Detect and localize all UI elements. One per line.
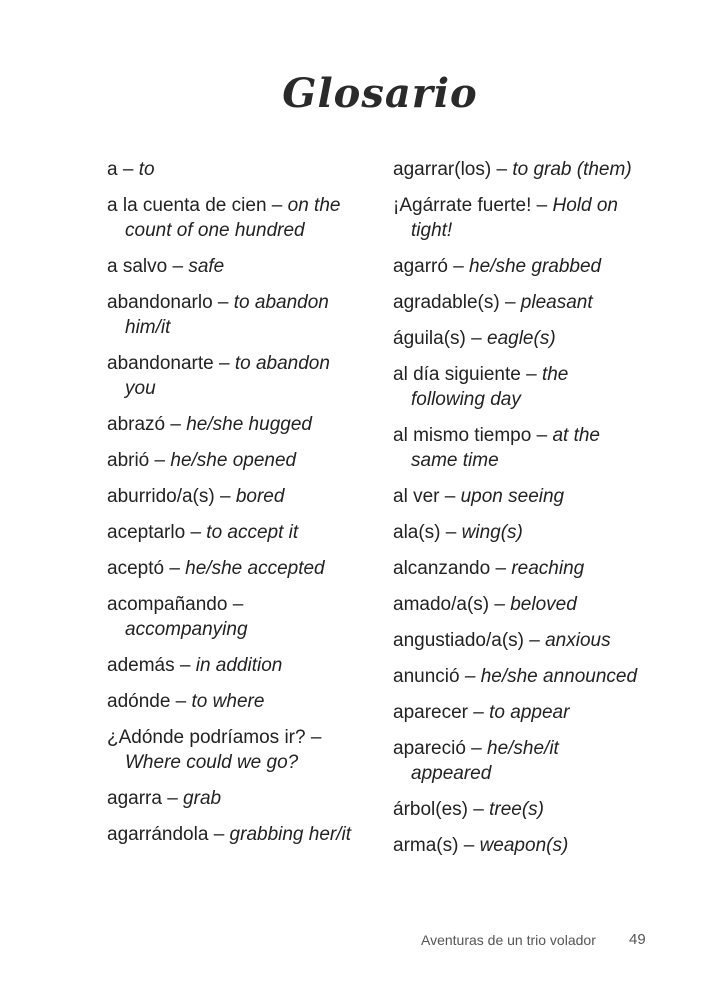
glossary-entry: al día siguiente – the following day (393, 364, 569, 410)
glossary-term: ¿Adónde podríamos ir? (107, 727, 306, 748)
glossary-term: abandonarte (107, 353, 214, 374)
glossary-entry: amado/a(s) – beloved (393, 594, 577, 615)
glossary-entry: a – to (107, 159, 155, 180)
glossary-entry: además – in addition (107, 655, 283, 676)
glossary-term: agradable(s) (393, 292, 500, 313)
glossary-meaning: grabbing her/it (229, 824, 352, 845)
glossary-term: al mismo tiempo (393, 425, 532, 446)
glossary-entry: adónde – to where (107, 691, 265, 712)
glossary-entry: al mismo tiempo – at the same time (393, 425, 600, 471)
glossary-meaning: Where could we go? (125, 752, 299, 773)
glossary-meaning: to abandon you (125, 353, 330, 399)
glossary-meaning: Hold on tight! (411, 195, 618, 241)
glossary-entry: aceptó – he/she accepted (107, 558, 325, 579)
glossary-meaning: to appear (489, 702, 570, 723)
glossary-term: anunció (393, 666, 460, 687)
glossary-meaning: wing(s) (461, 522, 523, 543)
glossary-term: agarrar(los) (393, 159, 492, 180)
glossary-term: agarra (107, 788, 162, 809)
glossary-term: aburrido/a(s) (107, 486, 215, 507)
glossary-entry: agarrándola – grabbing her/it (107, 824, 352, 845)
glossary-term: agarrándola (107, 824, 209, 845)
glossary-term: ala(s) (393, 522, 441, 543)
glossary-entry: ala(s) – wing(s) (393, 522, 523, 543)
glossary-entry: a la cuenta de cien – on the count of one hundred (107, 195, 341, 241)
glossary-term: abandonarlo (107, 292, 213, 313)
glossary-meaning: on the count of one hundred (125, 195, 341, 241)
glossary-entry: anunció – he/she announced (393, 666, 638, 687)
glossary-entry: ¿Adónde podríamos ir? – Where could we go? (107, 727, 322, 773)
glossary-term: agarró (393, 256, 448, 277)
glossary-term: acompañando (107, 594, 228, 615)
glossary-term: aceptarlo (107, 522, 186, 543)
glossary-term: al ver (393, 486, 440, 507)
glossary-term: abrazó (107, 414, 166, 435)
glossary-entry: abandonarte – to abandon you (107, 353, 330, 399)
glossary-meaning: he/she announced (480, 666, 638, 687)
glossary-entry: abandonarlo – to abandon him/it (107, 292, 329, 338)
glossary-meaning: weapon(s) (479, 835, 569, 856)
glossary-entry: aburrido/a(s) – bored (107, 486, 285, 507)
glossary-column-right (393, 157, 638, 869)
glossary-term: árbol(es) (393, 799, 468, 820)
glossary-entry: abrazó – he/she hugged (107, 414, 312, 435)
glossary-meaning: he/she opened (170, 450, 297, 471)
glossary-term: aceptó (107, 558, 165, 579)
glossary-term: ¡Agárrate fuerte! (393, 195, 532, 216)
glossary-entry: aparecer – to appear (393, 702, 570, 723)
glossary-meaning: he/she accepted (185, 558, 325, 579)
glossary-term: a (107, 159, 118, 180)
glossary-entry: árbol(es) – tree(s) (393, 799, 545, 820)
glossary-term: aparecer (393, 702, 468, 723)
glossary-entry: agarrar(los) – to grab (them) (393, 159, 632, 180)
glossary-entry: ¡Agárrate fuerte! – Hold on tight! (393, 195, 618, 241)
glossary-meaning: grab (183, 788, 222, 809)
glossary-entry: al ver – upon seeing (393, 486, 565, 507)
glossary-meaning: he/she hugged (186, 414, 312, 435)
glossary-term: a salvo (107, 256, 168, 277)
glossary-meaning: bored (235, 486, 285, 507)
glossary-meaning: to accept it (206, 522, 299, 543)
glossary-meaning: upon seeing (460, 486, 565, 507)
glossary-term: apareció (393, 738, 466, 759)
glossary-meaning: at the same time (411, 425, 600, 471)
glossary-meaning: to abandon him/it (125, 292, 329, 338)
glossary-entry: angustiado/a(s) – anxious (393, 630, 611, 651)
footer-book-title: Aventuras de un trio volador (421, 932, 596, 948)
glossary-meaning: pleasant (520, 292, 593, 313)
glossary-entry: apareció – he/she/it appeared (393, 738, 559, 784)
glossary-meaning: to grab (them) (512, 159, 632, 180)
page-number: 49 (629, 931, 646, 948)
glossary-meaning: safe (188, 256, 225, 277)
glossary-term: además (107, 655, 175, 676)
glossary-meaning: eagle(s) (487, 328, 556, 349)
glossary-term: al día siguiente (393, 364, 521, 385)
glossary-meaning: the following day (411, 364, 569, 410)
glossary-entry: abrió – he/she opened (107, 450, 297, 471)
glossary-meaning: accompanying (125, 619, 248, 640)
glossary-entry: acompañando – accompanying (107, 594, 248, 640)
glossary-term: abrió (107, 450, 150, 471)
glossary-meaning: to where (191, 691, 265, 712)
glossary-entry: águila(s) – eagle(s) (393, 328, 556, 349)
glossary-term: a la cuenta de cien (107, 195, 267, 216)
glossary-meaning: in addition (195, 655, 283, 676)
glossary-entry: aceptarlo – to accept it (107, 522, 299, 543)
glossary-term: arma(s) (393, 835, 459, 856)
glossary-term: águila(s) (393, 328, 466, 349)
glossary-entry: alcanzando – reaching (393, 558, 585, 579)
glossary-entry: arma(s) – weapon(s) (393, 835, 569, 856)
glossary-term: alcanzando (393, 558, 491, 579)
glossary-column-left (107, 157, 357, 858)
glossary-meaning: he/she grabbed (469, 256, 602, 277)
glossary-term: amado/a(s) (393, 594, 490, 615)
glossary-meaning: reaching (511, 558, 585, 579)
glossary-meaning: to (138, 159, 155, 180)
glossary-entry: agarró – he/she grabbed (393, 256, 602, 277)
glossary-term: angustiado/a(s) (393, 630, 524, 651)
glossary-term: adónde (107, 691, 171, 712)
glossary-meaning: tree(s) (489, 799, 545, 820)
glossary-meaning: he/she/it appeared (411, 738, 559, 784)
glossary-meaning: beloved (510, 594, 577, 615)
glossary-entry: a salvo – safe (107, 256, 225, 277)
glossary-entry: agarra – grab (107, 788, 222, 809)
page-title: Glosario (282, 70, 478, 117)
glossary-meaning: anxious (545, 630, 611, 651)
glossary-entry: agradable(s) – pleasant (393, 292, 593, 313)
